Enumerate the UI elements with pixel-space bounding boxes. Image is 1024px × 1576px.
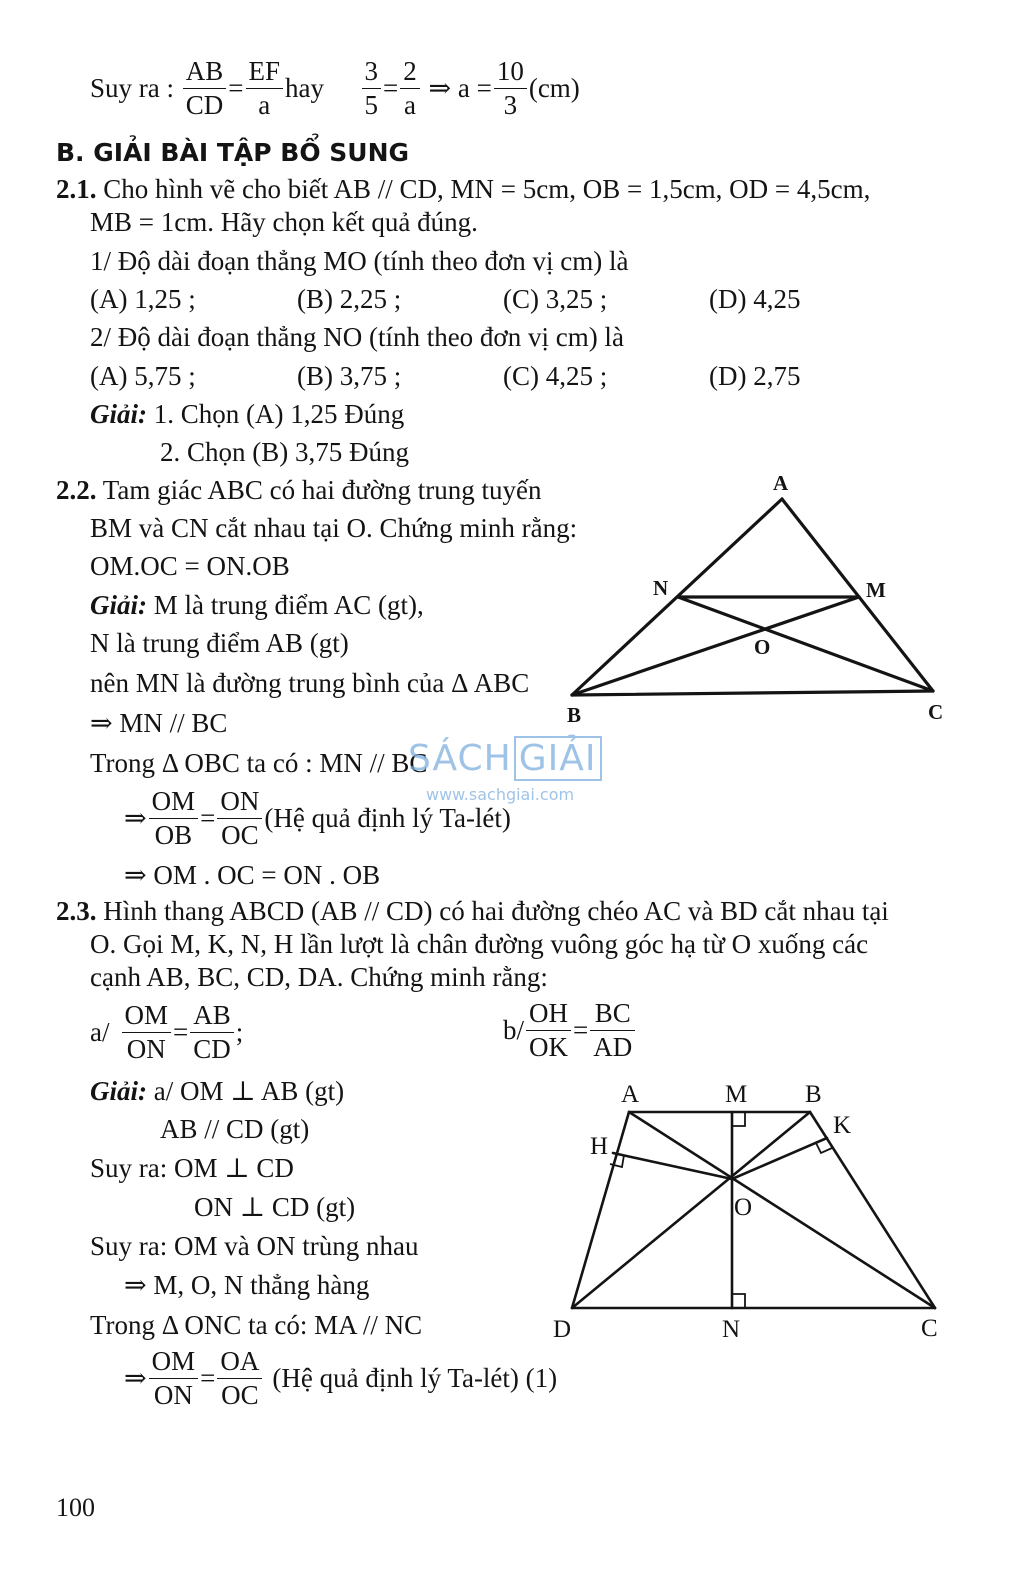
problem-2-3-solution-3: Suy ra: OM ⊥ CD [90, 1153, 294, 1183]
problem-2-3-line2: O. Gọi M, K, N, H lần lượt là chân đường vuông góc hạ từ O xuống các [90, 929, 869, 959]
section-b-heading: B. GIẢI BÀI TẬP BỔ SUNG [56, 138, 410, 167]
right-angle-n [732, 1294, 745, 1308]
problem-2-2-solution-1: Giải: M là trung điểm AC (gt), [90, 590, 424, 620]
problem-2-3-ratio-line: ⇒ $\frac{OM}{ON}$ = $\frac{OA}{OC}$ (Hệ quả định lý Ta-lét) (1) [124, 1346, 558, 1410]
label-h: H [590, 1133, 609, 1160]
watermark-word1: SÁCH [408, 738, 512, 779]
label-n2: N [722, 1316, 741, 1343]
label-k: K [833, 1112, 852, 1139]
problem-2-1-line1: 2.1. Cho hình vẽ cho biết AB // CD, MN = 5cm, OB = 1,5cm, OD = 4,5cm, [56, 174, 871, 204]
label-m: M [866, 578, 886, 602]
q2-option-c: (C) 4,25 ; [503, 361, 608, 391]
q2-option-a: (A) 5,75 ; [90, 361, 196, 391]
problem-2-2-solution-4: ⇒ MN // BC [90, 708, 228, 738]
problem-2-2-ratio-line: ⇒ $\frac{OM}{OB}$ = $\frac{ON}{OC}$ (Hệ quả định lý Ta-lét) [124, 786, 511, 850]
watermark-word2: GIẢI [514, 736, 602, 781]
segment-bc [572, 691, 933, 695]
watermark-url: www.sachgiai.com [426, 785, 575, 804]
side-bc [810, 1112, 935, 1308]
problem-2-3-solution-2: AB // CD (gt) [160, 1114, 310, 1144]
triangle-figure [555, 465, 975, 730]
q1-option-a: (A) 1,25 ; [90, 284, 196, 314]
fraction-2-a: $\frac{2}{a}$ [400, 58, 420, 119]
label-b2: B [805, 1081, 822, 1108]
watermark [408, 738, 602, 804]
problem-2-2-solution-7: ⇒ OM . OC = ON . OB [124, 860, 381, 890]
q1-option-d: (D) 4,25 [709, 284, 801, 314]
q1-option-b: (B) 2,25 ; [297, 284, 402, 314]
problem-2-2-solution-5: Trong Δ OBC ta có : MN // BC [90, 748, 428, 778]
problem-2-3-solution-4: ON ⊥ CD (gt) [194, 1192, 356, 1222]
problem-2-3-line1: 2.3. Hình thang ABCD (AB // CD) có hai đường chéo AC và BD cắt nhau tại [56, 896, 889, 926]
problem-2-3-line3: cạnh AB, BC, CD, DA. Chứng minh rằng: [90, 962, 548, 992]
top-formula: Suy ra : $\frac{AB}{CD}$ = $\frac{EF}{a}$ hay $\frac{3}{5}$ = $\frac{2}{a}$ ⇒ a = $\frac{10}{3}$ (cm) [90, 56, 580, 120]
problem-2-1-solution-1: Giải: 1. Chọn (A) 1,25 Đúng [90, 399, 405, 429]
label-n: N [653, 576, 669, 600]
problem-2-3-solution-7: Trong Δ ONC ta có: MA // NC [90, 1310, 423, 1340]
q1-option-c: (C) 3,25 ; [503, 284, 608, 314]
part-a-statement: a/ $\frac{OM}{ON}$ = $\frac{AB}{CD}$ ; [90, 1000, 244, 1064]
label-m2: M [725, 1081, 748, 1108]
problem-2-2-solution-2: N là trung điểm AB (gt) [90, 628, 349, 658]
fraction-ab-cd: $\frac{AB}{CD}$ [183, 58, 227, 119]
problem-2-3-solution-5: Suy ra: OM và ON trùng nhau [90, 1231, 419, 1261]
problem-2-2-line2: BM và CN cắt nhau tại O. Chứng minh rằng: [90, 513, 578, 543]
fraction-10-3: $\frac{10}{3}$ [494, 58, 527, 119]
fraction-ef-a: $\frac{EF}{a}$ [246, 58, 284, 119]
top-prefix: Suy ra : [90, 73, 174, 103]
segment-ok [732, 1138, 827, 1179]
q2-option-d: (D) 2,75 [709, 361, 801, 391]
problem-2-3-solution-1: Giải: a/ OM ⊥ AB (gt) [90, 1076, 345, 1106]
fraction-oh-ok: $\frac{OH}{OK}$ [526, 1000, 571, 1061]
fraction-om-on-2: $\frac{OM}{ON}$ [149, 1348, 199, 1409]
label-b: B [567, 703, 582, 727]
fraction-ab-cd-2: $\frac{AB}{CD}$ [190, 1002, 234, 1063]
label-a: A [773, 471, 789, 495]
fraction-bc-ad: $\frac{BC}{AD}$ [590, 1000, 635, 1061]
diagonal-ac [629, 1112, 935, 1308]
trapezoid-figure [545, 1075, 975, 1350]
problem-2-2-line3: OM.OC = ON.OB [90, 551, 290, 581]
fraction-on-oc: $\frac{ON}{OC}$ [217, 788, 262, 849]
problem-2-2-solution-3: nên MN là đường trung bình của Δ ABC [90, 668, 530, 698]
problem-2-2-line1: 2.2. Tam giác ABC có hai đường trung tuyến [56, 475, 542, 505]
label-d: D [553, 1316, 572, 1343]
label-c2: C [921, 1315, 938, 1342]
problem-2-1-q1: 1/ Độ dài đoạn thẳng MO (tính theo đơn vị cm) là [90, 246, 629, 276]
label-o: O [754, 635, 771, 659]
problem-2-3-solution-6: ⇒ M, O, N thẳng hàng [124, 1270, 370, 1300]
fraction-om-on: $\frac{OM}{ON}$ [122, 1002, 172, 1063]
label-a2: A [621, 1081, 640, 1108]
part-b-statement: b/ $\frac{OH}{OK}$ = $\frac{BC}{AD}$ [503, 1000, 637, 1061]
q2-option-b: (B) 3,75 ; [297, 361, 402, 391]
problem-2-1-solution-2: 2. Chọn (B) 3,75 Đúng [160, 437, 409, 467]
label-c: C [928, 700, 944, 724]
fraction-3-5: $\frac{3}{5}$ [362, 58, 382, 119]
fraction-oa-oc: $\frac{OA}{OC}$ [217, 1348, 262, 1409]
problem-2-1-line2: MB = 1cm. Hãy chọn kết quả đúng. [90, 207, 478, 237]
right-angle-m [732, 1112, 745, 1126]
fraction-om-ob: $\frac{OM}{OB}$ [149, 788, 199, 849]
page-number: 100 [56, 1493, 95, 1522]
label-o2: O [734, 1194, 753, 1221]
problem-2-1-q2: 2/ Độ dài đoạn thẳng NO (tính theo đơn vị cm) là [90, 322, 624, 352]
